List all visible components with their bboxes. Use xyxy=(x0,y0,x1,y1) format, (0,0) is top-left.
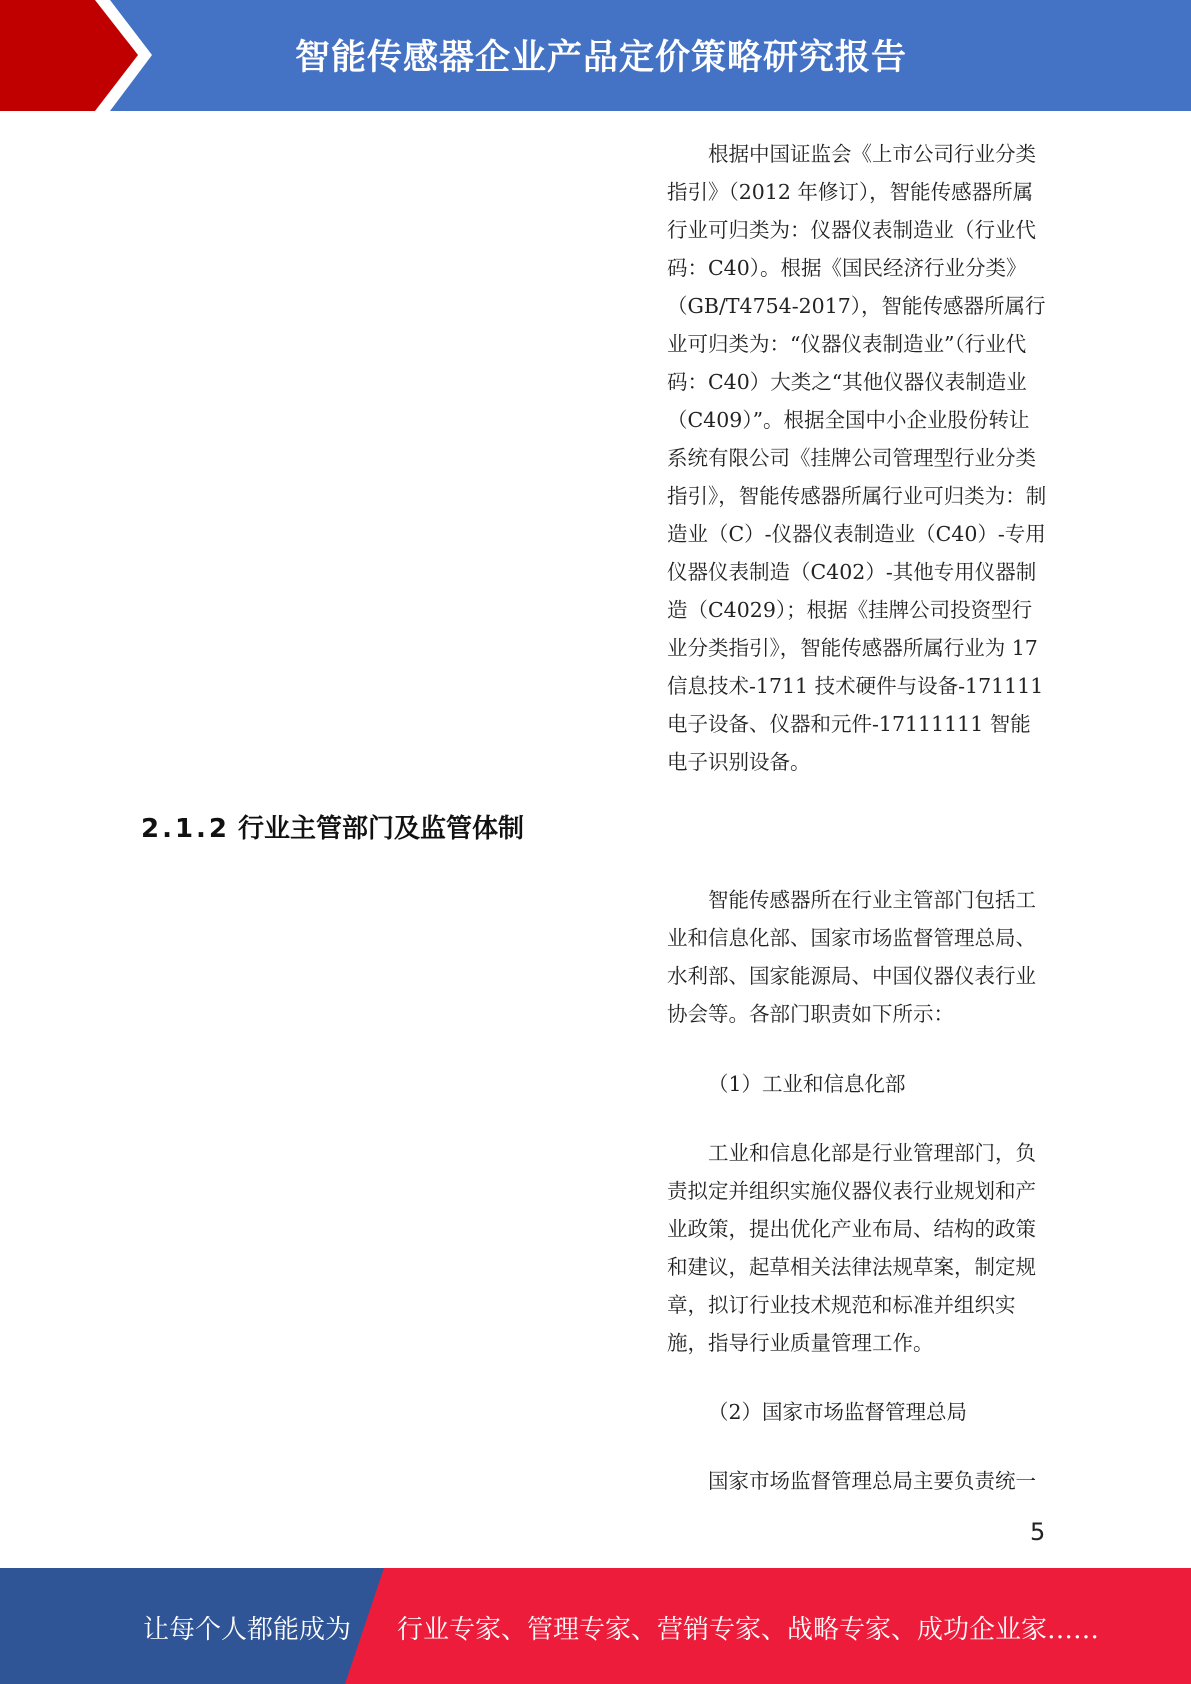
report-title: 智能传感器企业产品定价策略研究报告 xyxy=(295,38,908,78)
paragraph-industry-classification xyxy=(667,135,1047,781)
paragraph-text: 工业和信息化部是行业管理部门，负责拟定并组织实施仪器仪表行业规划和产业政策，提出优化产业布局、结构的政策和建议，起草相关法律法规草案，制定规章，拟订行业技术规范和标准并组织实施，指导行业质量管理工作。 xyxy=(667,1141,1036,1355)
paragraph-text: （2）国家市场监督管理总局 xyxy=(708,1400,968,1424)
subheading-samr xyxy=(667,1393,1047,1431)
section-number: 2.1.2 xyxy=(141,814,231,844)
paragraph-samr-duties xyxy=(667,1462,1047,1500)
footer-slogan-right: 行业专家、管理专家、营销专家、战略专家、成功企业家…… xyxy=(397,1615,1100,1645)
section-title: 行业主管部门及监管体制 xyxy=(238,814,525,844)
paragraph-miit-duties xyxy=(667,1134,1047,1362)
paragraph-departments-intro xyxy=(667,881,1047,1033)
paragraph-text: 智能传感器所在行业主管部门包括工业和信息化部、国家市场监督管理总局、水利部、国家能源局、中国仪器仪表行业协会等。各部门职责如下所示： xyxy=(667,888,1036,1026)
paragraph-text: （1）工业和信息化部 xyxy=(708,1072,906,1096)
section-heading xyxy=(141,808,524,845)
footer-slogan-left: 让每个人都能成为 xyxy=(143,1615,352,1645)
page-header xyxy=(0,0,1191,111)
header-red-arrow xyxy=(0,0,148,111)
page-number: 5 xyxy=(1030,1518,1046,1546)
paragraph-text: 国家市场监督管理总局主要负责统一 xyxy=(708,1469,1036,1493)
page-footer xyxy=(0,1568,1191,1684)
subheading-miit xyxy=(667,1065,1047,1103)
paragraph-text: 根据中国证监会《上市公司行业分类指引》（2012 年修订），智能传感器所属行业可归类为：仪器仪表制造业（行业代码：C40）。根据《国民经济行业分类》（GB/T4754-2017），智能传感器所属行业可归类为：“仪器仪表制造业”（行业代码：C40）大类之“其他仪器仪表制造业（C409）”。根据全国中小企业股份转让系统有限公司《挂牌公司管理型行业分类指引》，智能传感器所属行业可归类为：制造业（C）-仪器仪表制造业（C40）-专用仪器仪表制造（C402）-其他专用仪器制造（C4029）；根据《挂牌公司投资型行业分类指引》，智能传感器所属行业为 17 信息技术-1711 技术硬件与设备-171111 电子设备、仪器和元件-17111111 智能电子识别设备。 xyxy=(667,142,1047,774)
